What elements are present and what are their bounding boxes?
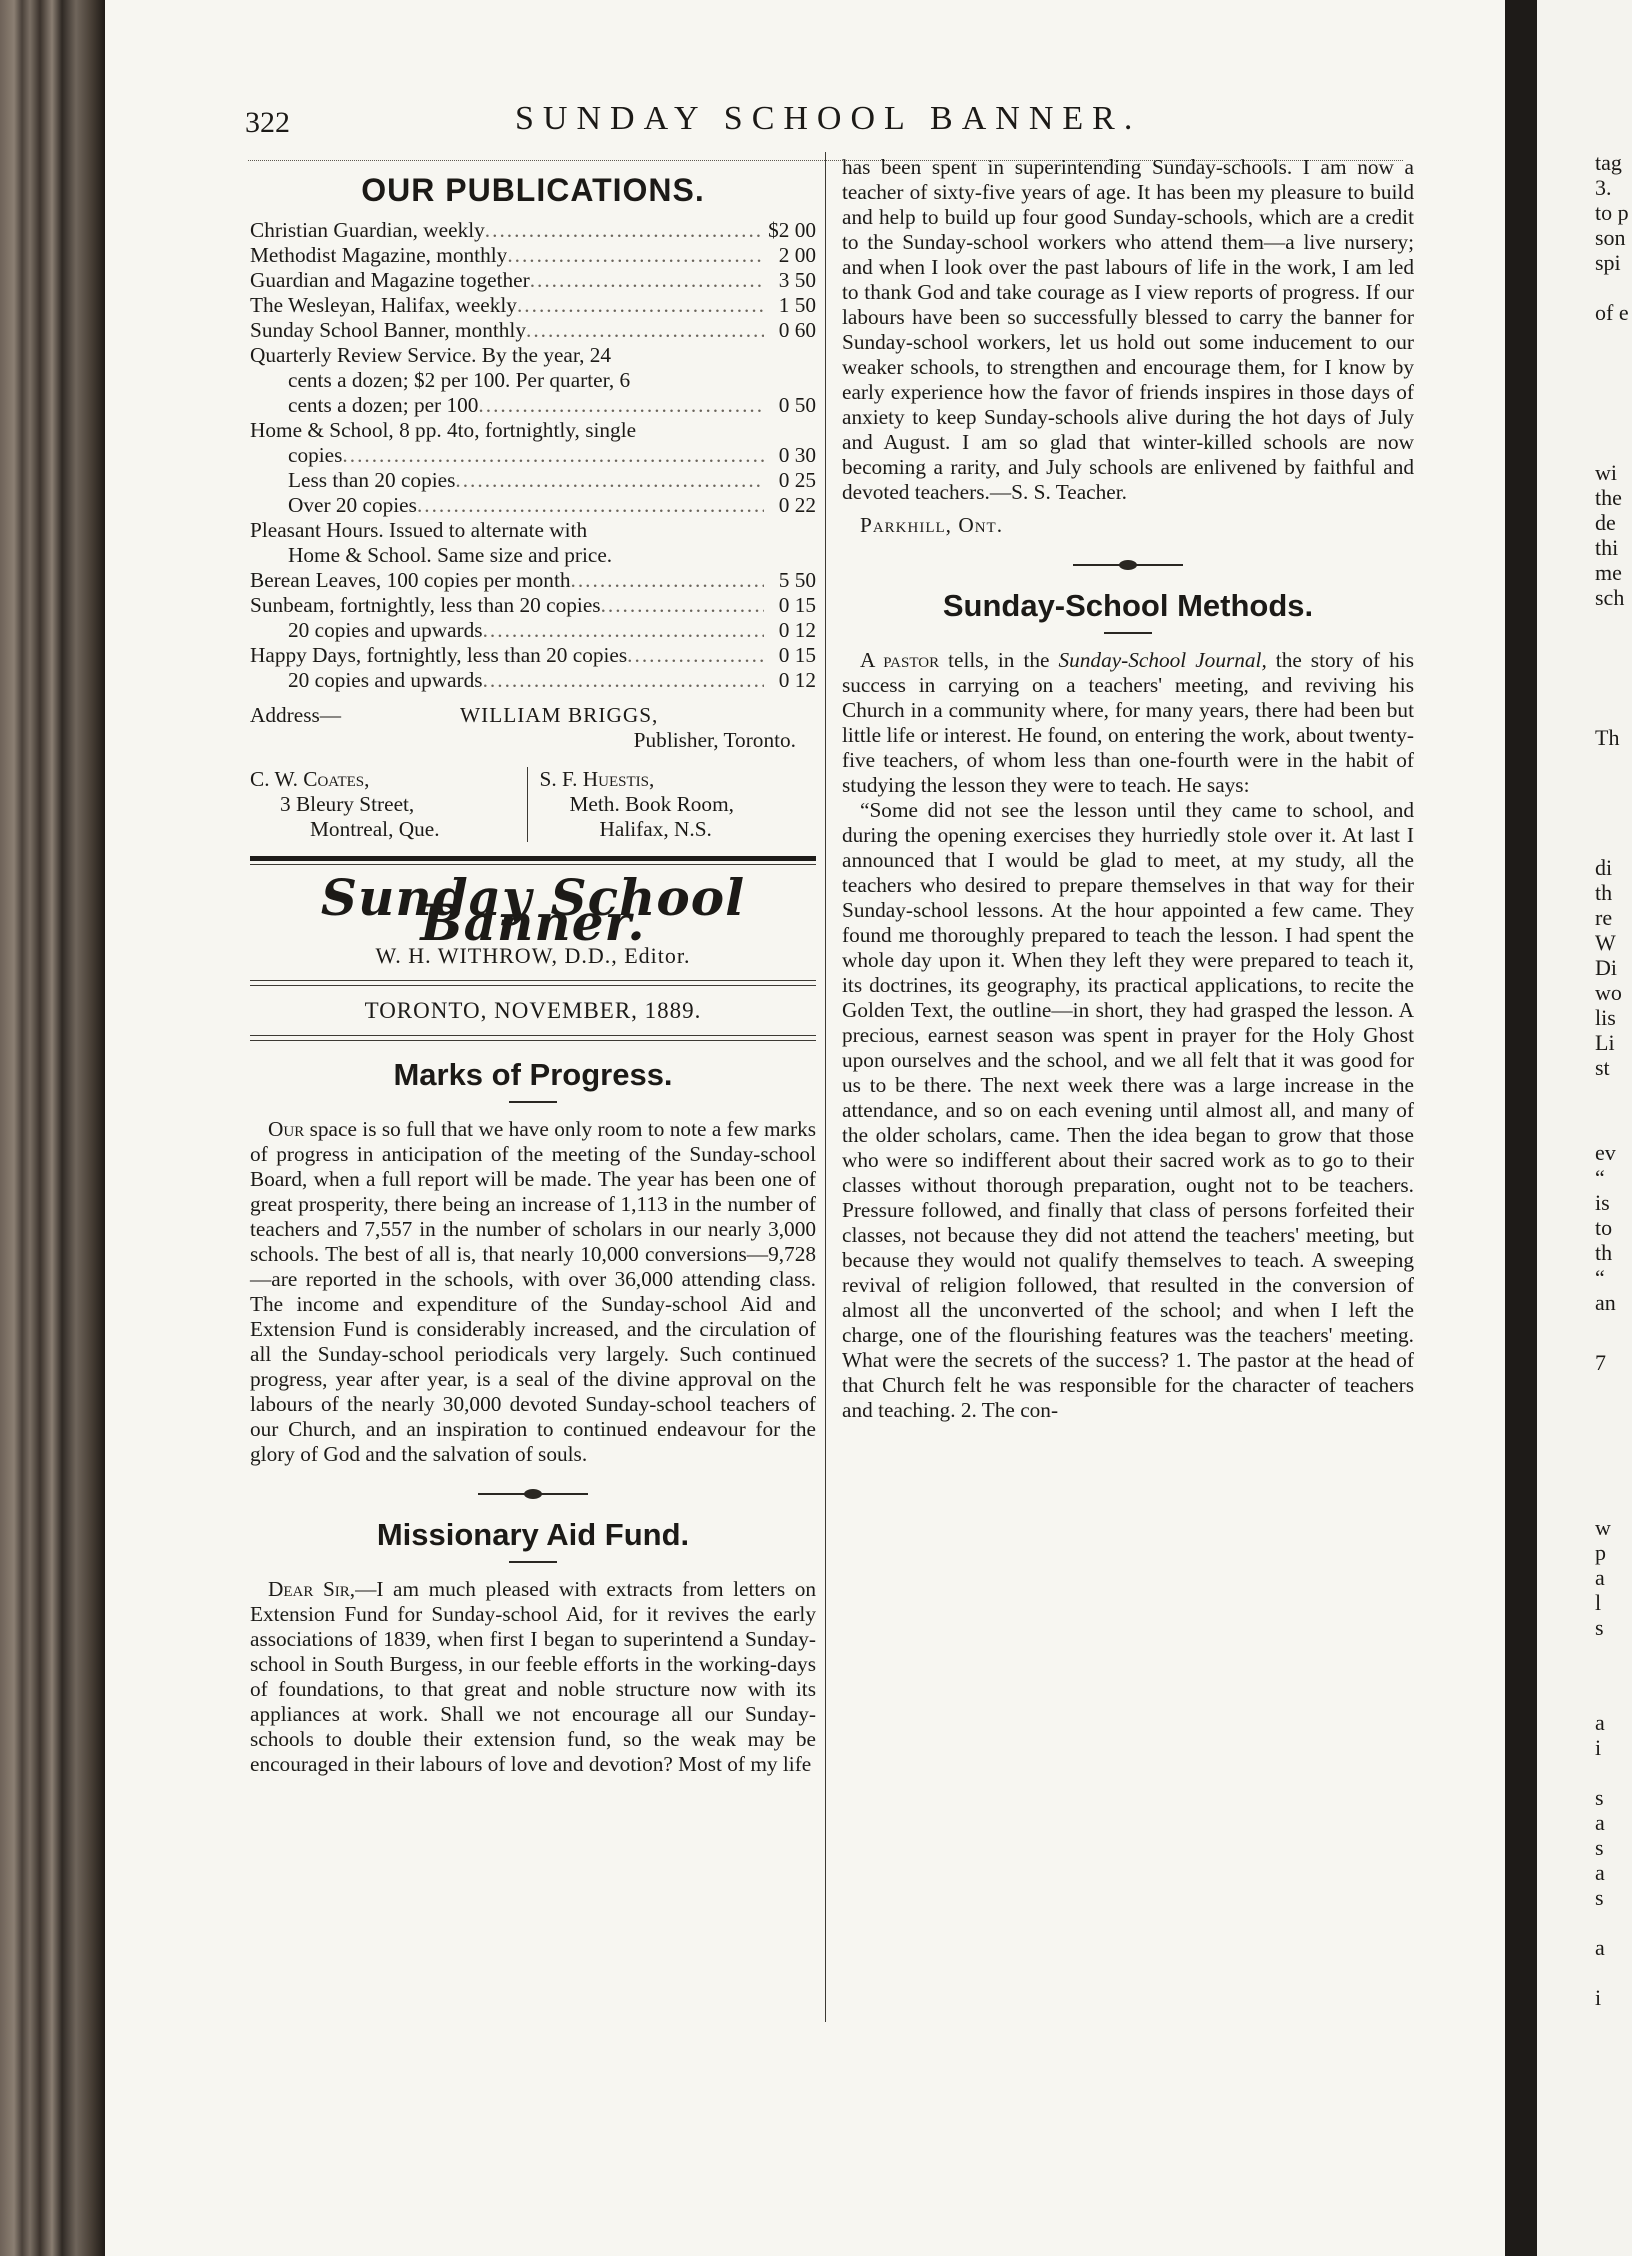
next-page-fragment: 3. bbox=[1595, 175, 1612, 200]
next-page-fragment: me bbox=[1595, 560, 1622, 585]
article-lead: Dear Sir, bbox=[268, 1577, 356, 1601]
next-page-fragment: Th bbox=[1595, 725, 1620, 750]
methods-quote: “Some did not see the lesson until they came to school, and during the opening exercises they hurriedly stole over it. At last I announced that I would be glad to meet, at my study, all the teachers who desired to prepare themselves in that way for their Sunday-school lessons. At the hour appointed a few came. They found me thoroughly prepared to teach the lesson. I had spent the whole day upon it. When they left they were prepared to teach it, its doctrines, its geography, its practical applications, to recite the Golden Text, the outline—in short, they had grasped the lesson. A precious, earnest season was spent in prayer for the Holy Ghost upon ourselves and the school, and we all felt that it was good for us to be there. The next week there was a large increase in the attendance, and so on each evening until almost all, and many of the older scholars, came. Then the idea began to grow that those who were so indifferent about their sacred work as to go to their classes without thorough preparation, ought not to be teachers. Pressure followed, and finally that class of persons forfeited their classes, not because they did not attend the teachers' meeting, but because they would not qualify themselves to teach. A sweeping revival of religion followed, that resulted in the conversion of almost all the unconverted of the school; and when I left the charge, one of the flourishing features was the teachers' meeting. What were the secrets of the success? 1. The pastor at the head of that Church felt he was responsible for the character of teachers and teaching. 2. The con- bbox=[842, 798, 1414, 1422]
agents bbox=[250, 767, 816, 842]
article-text: the story of his success in carrying on a teachers' meeting, and reviving his Church in a community where, for many years, there had been but little life or interest. He found, on entering the work, about twenty-five teachers, of whom less than one-fourth were in the habit of studying the lesson they were to teach. He says: bbox=[842, 648, 1414, 797]
next-page-fragment: s bbox=[1595, 1835, 1604, 1860]
publication-name: Sunbeam, fortnightly, less than 20 copies bbox=[250, 593, 601, 617]
next-page-fragment: Di bbox=[1595, 955, 1617, 980]
publication-price: 0 15 bbox=[778, 593, 816, 617]
next-page-fragment: to p bbox=[1595, 200, 1629, 225]
dot-leader bbox=[571, 568, 764, 593]
publication-item bbox=[250, 618, 816, 643]
section-ornament bbox=[478, 1489, 588, 1499]
next-page-fragment: tag bbox=[1595, 150, 1622, 175]
agent-name: C. W. Coates, bbox=[250, 767, 370, 791]
next-page-fragment: l bbox=[1595, 1590, 1602, 1615]
missionary-aid-article bbox=[250, 1577, 816, 1777]
publication-price: $2 00 bbox=[768, 218, 816, 242]
column-divider bbox=[825, 152, 826, 2022]
publication-price: 2 00 bbox=[778, 243, 816, 267]
dateline: TORONTO, NOVEMBER, 1889. bbox=[364, 998, 702, 1023]
publication-price: 0 12 bbox=[778, 618, 816, 642]
next-page-fragment: lis bbox=[1595, 1005, 1616, 1030]
dot-leader bbox=[342, 443, 764, 468]
address-block bbox=[250, 703, 816, 728]
masthead-title: Sunday School Banner. bbox=[320, 868, 746, 952]
publication-price: 0 60 bbox=[778, 318, 816, 342]
missionary-aid-continued: has been spent in superintending Sunday-schools. I am now a teacher of sixty-five years of age. It has been my pleasure to build and help to build up four good Sunday-schools, which are a credit to the Sunday-school workers who attend them—a live nursery; and when I look over the past labours of life in the work, I am led to thank God and take courage as I view reports of progress. If our labours have been so successfully blessed to carry the banner for Sunday-school workers, let us hold out some inducement to our weaker schools, to strengthen and encourage them, for I know by early experience how the favor of friends inspires in those days of anxiety to keep Sunday-schools alive during the hot days of July and August. I am so glad that winter-killed schools are now becoming a rarity, and July schools are enlivened by faithful and devoted teachers.—S. S. Teacher. bbox=[842, 155, 1414, 504]
masthead-double-rule bbox=[250, 980, 816, 986]
next-page-fragment: st bbox=[1595, 1055, 1610, 1080]
publication-item bbox=[250, 243, 816, 268]
methods-intro bbox=[842, 648, 1414, 798]
publication-price: 0 30 bbox=[778, 443, 816, 467]
next-page-fragment: son bbox=[1595, 225, 1626, 250]
publication-name: Less than 20 copies bbox=[288, 468, 456, 492]
left-column bbox=[250, 170, 816, 1777]
publication-item bbox=[250, 668, 816, 693]
agent-name: S. F. Huestis, bbox=[539, 767, 655, 791]
address-label: Address— bbox=[250, 703, 342, 727]
publication-item bbox=[250, 593, 816, 618]
dot-leader bbox=[507, 243, 764, 268]
article-text: space is so full that we have only room to note a few marks of progress in anticipation of the meeting of the Sunday-school Board, when a full report will be made. The year has been one of great prosperity, there being an increase of 1,113 in the number of teachers and 7,557 in the number of scholars in our nearly 3,000 schools. The best of all is, that nearly 10,000 conversions—9,728—are reported in the schools, with over 36,000 attending class. The income and expenditure of the Sunday-school Aid and Extension Fund is considerably increased, and the circulation of all the Sunday-school periodicals very largely. Such continued progress, year after year, is a seal of the divine approval on the labours of the nearly 30,000 devoted Sunday-school teachers of our Church, and an inspiration to continued endeavour for the glory of God and the salvation of souls. bbox=[250, 1117, 817, 1466]
dot-leader bbox=[478, 393, 764, 418]
letter-place: Parkhill, Ont. bbox=[860, 513, 1004, 537]
next-page-fragment: thi bbox=[1595, 535, 1619, 560]
next-page-edge bbox=[1537, 0, 1632, 2256]
book-spine bbox=[0, 0, 105, 2256]
article-text: tells, in the bbox=[948, 648, 1050, 672]
publications-heading: OUR PUBLICATIONS. bbox=[361, 172, 705, 208]
next-page-fragment: wi bbox=[1595, 460, 1617, 485]
publication-price: 0 25 bbox=[778, 468, 816, 492]
publication-name: copies bbox=[288, 443, 343, 467]
publication-item bbox=[250, 293, 816, 318]
publication-price: 1 50 bbox=[778, 293, 816, 317]
dot-leader bbox=[455, 468, 764, 493]
publication-name: Home & School, 8 pp. 4to, fortnightly, single bbox=[250, 418, 637, 442]
article-lead: A pastor bbox=[860, 648, 940, 672]
page-number: 322 bbox=[245, 106, 290, 139]
publication-name: Quarterly Review Service. By the year, 24 bbox=[250, 343, 612, 367]
publication-item bbox=[250, 643, 816, 668]
next-page-fragment: to bbox=[1595, 1215, 1613, 1240]
next-page-fragment: wo bbox=[1595, 980, 1622, 1005]
section-ornament bbox=[1073, 560, 1183, 570]
publication-item bbox=[250, 493, 816, 518]
dot-leader bbox=[526, 318, 764, 343]
dot-leader bbox=[517, 293, 764, 318]
publication-item bbox=[250, 368, 816, 393]
publication-name: cents a dozen; per 100 bbox=[288, 393, 479, 417]
page-header bbox=[150, 92, 1340, 142]
next-page-fragment: a bbox=[1595, 1565, 1605, 1590]
publication-item bbox=[250, 218, 816, 243]
publication-item bbox=[250, 268, 816, 293]
dot-leader bbox=[417, 493, 764, 518]
next-page-fragment: p bbox=[1595, 1540, 1606, 1565]
dot-leader bbox=[627, 643, 764, 668]
publication-name: Berean Leaves, 100 copies per month bbox=[250, 568, 571, 592]
dot-leader bbox=[483, 618, 764, 643]
masthead-rule-thin bbox=[250, 864, 816, 865]
marks-of-progress-article bbox=[250, 1117, 816, 1467]
next-page-fragment: Li bbox=[1595, 1030, 1615, 1055]
publications-list bbox=[250, 218, 816, 693]
missionary-aid-heading: Missionary Aid Fund. bbox=[376, 1517, 690, 1552]
marks-of-progress-heading: Marks of Progress. bbox=[393, 1057, 673, 1092]
next-page-fragment: is bbox=[1595, 1190, 1610, 1215]
next-page-fragment: re bbox=[1595, 905, 1613, 930]
agent-montreal bbox=[250, 767, 527, 842]
publication-item bbox=[250, 543, 816, 568]
publication-name: Pleasant Hours. Issued to alternate with bbox=[250, 518, 588, 542]
journal-title: Sunday-School Journal, bbox=[1058, 648, 1267, 672]
next-page-fragment: th bbox=[1595, 1240, 1613, 1265]
next-page-fragment: i bbox=[1595, 1985, 1602, 2010]
next-page-fragment: “ bbox=[1595, 1265, 1605, 1290]
next-page-fragment: 7 bbox=[1595, 1350, 1606, 1375]
publication-price: 3 50 bbox=[778, 268, 816, 292]
publisher-place: Publisher, Toronto. bbox=[633, 728, 796, 752]
dot-leader bbox=[483, 668, 764, 693]
publication-item bbox=[250, 443, 816, 468]
publication-item bbox=[250, 568, 816, 593]
next-page-fragment: a bbox=[1595, 1710, 1605, 1735]
next-page-fragment: i bbox=[1595, 1735, 1602, 1760]
dot-leader bbox=[601, 593, 764, 618]
heading-rule bbox=[1104, 632, 1152, 634]
heading-rule bbox=[509, 1101, 557, 1103]
publication-item bbox=[250, 468, 816, 493]
next-page-fragment: a bbox=[1595, 1860, 1605, 1885]
masthead-rule bbox=[250, 856, 816, 861]
next-page-fragment: w bbox=[1595, 1515, 1611, 1540]
publication-price: 0 50 bbox=[778, 393, 816, 417]
publication-name: Sunday School Banner, monthly bbox=[250, 318, 526, 342]
publication-name: The Wesleyan, Halifax, weekly bbox=[250, 293, 517, 317]
publication-name: 20 copies and upwards bbox=[288, 618, 483, 642]
agent-address: Meth. Book Room, bbox=[569, 792, 734, 816]
next-page-fragment: of e bbox=[1595, 300, 1629, 325]
publication-name: Home & School. Same size and price. bbox=[288, 543, 613, 567]
publication-item bbox=[250, 343, 816, 368]
publication-item bbox=[250, 393, 816, 418]
next-page-fragment: de bbox=[1595, 510, 1616, 535]
publication-item bbox=[250, 318, 816, 343]
methods-heading: Sunday-School Methods. bbox=[942, 588, 1314, 623]
publication-name: Over 20 copies bbox=[288, 493, 417, 517]
article-text: —I am much pleased with extracts from letters on Extension Fund for Sunday-school Aid, for it revives the early associations of 1839, when first I began to superintend a Sunday-school in South Burgess, in our feeble efforts in the working-days of foundations, to that great and noble structure now with its appliances at work. Shall we not encourage all our Sunday-schools to double their extension fund, so the weak may be encouraged in their labours of love and devotion? Most of my life bbox=[250, 1577, 816, 1776]
publication-price: 0 22 bbox=[778, 493, 816, 517]
next-page-fragment: an bbox=[1595, 1290, 1616, 1315]
publication-price: 5 50 bbox=[778, 568, 816, 592]
next-page-fragment: the bbox=[1595, 485, 1622, 510]
heading-rule bbox=[509, 1561, 557, 1563]
next-page-fragment: spi bbox=[1595, 250, 1621, 275]
article-lead: Our bbox=[268, 1117, 305, 1141]
dot-leader bbox=[530, 268, 764, 293]
next-page-fragment: s bbox=[1595, 1885, 1604, 1910]
agent-halifax bbox=[527, 767, 817, 842]
agent-city: Halifax, N.S. bbox=[599, 817, 712, 841]
publication-item bbox=[250, 518, 816, 543]
right-column bbox=[842, 155, 1414, 1423]
agent-city: Montreal, Que. bbox=[310, 817, 440, 841]
dot-leader bbox=[485, 218, 764, 243]
next-page-fragment: a bbox=[1595, 1810, 1605, 1835]
next-page-fragment: ev bbox=[1595, 1140, 1616, 1165]
next-page-fragment: th bbox=[1595, 880, 1613, 905]
publication-name: Methodist Magazine, monthly bbox=[250, 243, 508, 267]
publication-item bbox=[250, 418, 816, 443]
dateline-double-rule bbox=[250, 1035, 816, 1041]
publication-name: Guardian and Magazine together bbox=[250, 268, 530, 292]
publication-name: cents a dozen; $2 per 100. Per quarter, 6 bbox=[288, 368, 631, 392]
publication-price: 0 15 bbox=[778, 643, 816, 667]
publication-price: 0 12 bbox=[778, 668, 816, 692]
next-page-fragment: “ bbox=[1595, 1165, 1605, 1190]
next-page-fragment: sch bbox=[1595, 585, 1625, 610]
next-page-fragment: di bbox=[1595, 855, 1613, 880]
masthead-editor: W. H. WITHROW, D.D., Editor. bbox=[375, 943, 691, 968]
next-page-fragment: s bbox=[1595, 1785, 1604, 1810]
next-page-fragment: s bbox=[1595, 1615, 1604, 1640]
publication-name: 20 copies and upwards bbox=[288, 668, 483, 692]
next-page-fragment: W bbox=[1595, 930, 1616, 955]
publisher-name: WILLIAM BRIGGS, bbox=[460, 703, 659, 727]
agent-address: 3 Bleury Street, bbox=[280, 792, 415, 816]
publication-name: Christian Guardian, weekly bbox=[250, 218, 485, 242]
running-title: SUNDAY SCHOOL BANNER. bbox=[515, 100, 1142, 137]
publication-name: Happy Days, fortnightly, less than 20 copies bbox=[250, 643, 628, 667]
next-page-fragment: a bbox=[1595, 1935, 1605, 1960]
